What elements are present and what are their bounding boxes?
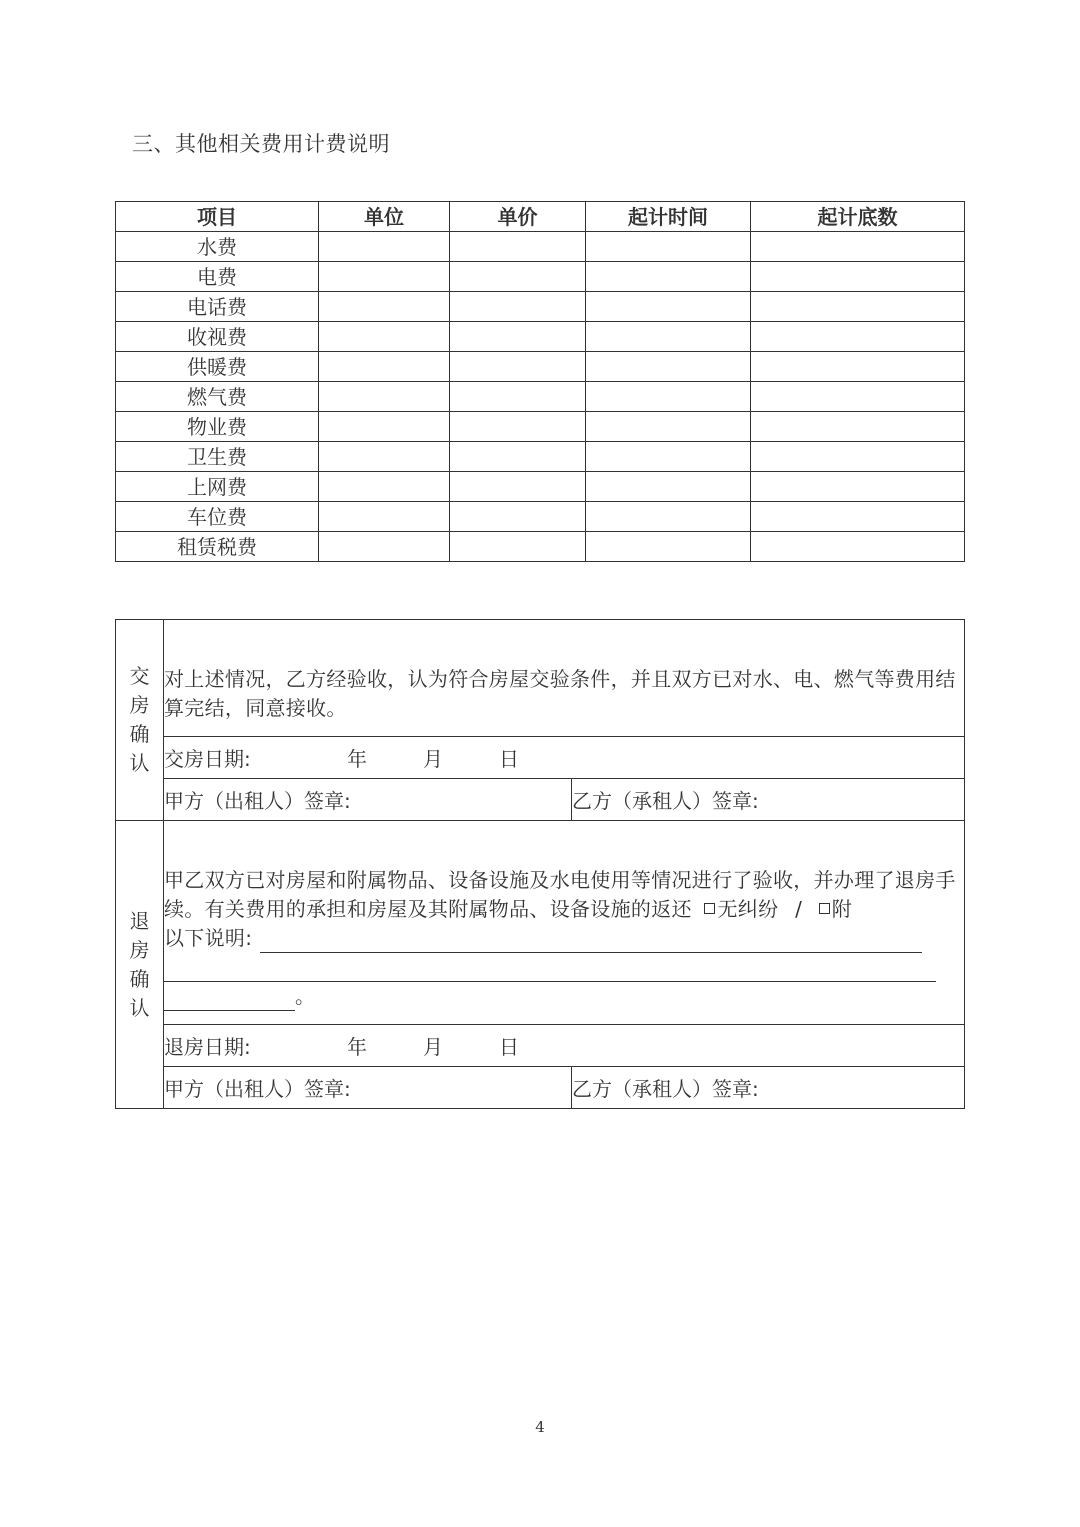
handover-paragraph-cell	[164, 620, 965, 737]
table-cell[interactable]	[751, 262, 965, 292]
table-row	[116, 502, 965, 532]
checkout-sign-row	[116, 1067, 965, 1109]
header-start-time: 起计时间	[586, 202, 751, 232]
option-no-dispute-label: 无纠纷	[717, 896, 779, 921]
fee-item-name: 物业费	[116, 412, 319, 442]
table-cell[interactable]	[319, 412, 450, 442]
checkout-date-cell[interactable]	[164, 1025, 965, 1067]
handover-date-row	[116, 737, 965, 779]
checkbox-attached-note[interactable]	[819, 903, 830, 914]
side-char: 确	[129, 722, 150, 746]
handover-paragraph-row	[116, 620, 965, 737]
note-label: 以下说明:	[164, 925, 253, 950]
side-char: 交	[129, 664, 150, 688]
table-cell[interactable]	[751, 382, 965, 412]
fee-item-name: 电费	[116, 262, 319, 292]
confirmation-table	[115, 619, 965, 1109]
fee-table	[115, 201, 965, 562]
table-cell[interactable]	[586, 262, 751, 292]
table-cell[interactable]	[586, 502, 751, 532]
year-label: 年	[347, 1035, 367, 1059]
table-cell[interactable]	[450, 352, 586, 382]
table-cell[interactable]	[450, 412, 586, 442]
checkout-party-a-sign[interactable]: 甲方（出租人）签章:	[164, 1067, 572, 1109]
fee-item-name: 电话费	[116, 292, 319, 322]
table-cell[interactable]	[586, 472, 751, 502]
table-cell[interactable]	[450, 502, 586, 532]
table-cell[interactable]	[319, 322, 450, 352]
checkout-paragraph-cell	[164, 821, 965, 1025]
handover-date-label: 交房日期:	[164, 747, 251, 771]
table-cell[interactable]	[450, 232, 586, 262]
table-cell[interactable]	[751, 532, 965, 562]
side-char: 认	[129, 751, 150, 775]
handover-sign-row	[116, 779, 965, 821]
day-label: 日	[499, 747, 519, 771]
month-label: 月	[423, 1035, 443, 1059]
table-cell[interactable]	[319, 292, 450, 322]
table-row	[116, 412, 965, 442]
side-char: 认	[129, 995, 150, 1020]
fee-item-name: 收视费	[116, 322, 319, 352]
handover-date-cell[interactable]	[164, 737, 965, 779]
table-row	[116, 382, 965, 412]
table-cell[interactable]	[450, 532, 586, 562]
table-cell[interactable]	[586, 292, 751, 322]
page-number: 4	[535, 1418, 545, 1436]
table-cell[interactable]	[751, 442, 965, 472]
year-label: 年	[347, 747, 367, 771]
handover-party-a-sign[interactable]: 甲方（出租人）签章:	[164, 779, 572, 821]
table-cell[interactable]	[450, 442, 586, 472]
table-cell[interactable]	[586, 442, 751, 472]
handover-paragraph: 对上述情况，乙方经验收，认为符合房屋交验条件，并且双方已对水、电、燃气等费用结算完结，同意接收。	[164, 666, 956, 720]
table-cell[interactable]	[586, 352, 751, 382]
table-row	[116, 292, 965, 322]
table-cell[interactable]	[450, 292, 586, 322]
table-cell[interactable]	[450, 382, 586, 412]
checkout-paragraph: 甲乙双方已对房屋和附属物品、设备设施及水电使用等情况进行了验收，并办理了退房手续。有关费用的承担和房屋及其附属物品、设备设施的返还	[164, 867, 956, 921]
header-item: 项目	[116, 202, 319, 232]
table-cell[interactable]	[751, 322, 965, 352]
note-line-1[interactable]	[260, 930, 922, 953]
fee-item-name: 卫生费	[116, 442, 319, 472]
fee-table-header-row	[116, 202, 965, 232]
table-cell[interactable]	[751, 502, 965, 532]
table-cell[interactable]	[586, 232, 751, 262]
table-cell[interactable]	[319, 262, 450, 292]
table-cell[interactable]	[319, 532, 450, 562]
table-cell[interactable]	[450, 262, 586, 292]
table-cell[interactable]	[319, 352, 450, 382]
day-label: 日	[499, 1035, 519, 1059]
table-row	[116, 472, 965, 502]
header-price: 单价	[450, 202, 586, 232]
handover-side-label	[116, 620, 164, 821]
table-cell[interactable]	[450, 472, 586, 502]
table-cell[interactable]	[586, 412, 751, 442]
fee-item-name: 上网费	[116, 472, 319, 502]
checkout-date-label: 退房日期:	[164, 1035, 251, 1059]
note-line-2[interactable]	[164, 953, 936, 982]
table-cell[interactable]	[751, 472, 965, 502]
table-row	[116, 322, 965, 352]
option-attached-label: 附	[831, 896, 853, 921]
separator: /	[795, 896, 803, 921]
table-row	[116, 532, 965, 562]
side-char: 房	[129, 937, 150, 962]
table-cell[interactable]	[319, 442, 450, 472]
table-cell[interactable]	[319, 232, 450, 262]
checkout-date-row	[116, 1025, 965, 1067]
checkout-side-label	[116, 821, 164, 1109]
table-cell[interactable]	[319, 502, 450, 532]
period: 。	[295, 983, 316, 1008]
table-cell[interactable]	[586, 382, 751, 412]
table-cell[interactable]	[751, 412, 965, 442]
table-row	[116, 442, 965, 472]
header-start-reading: 起计底数	[751, 202, 965, 232]
table-cell[interactable]	[751, 232, 965, 262]
fee-item-name: 供暖费	[116, 352, 319, 382]
checkbox-no-dispute[interactable]	[704, 903, 715, 914]
table-cell[interactable]	[319, 382, 450, 412]
table-cell[interactable]	[450, 322, 586, 352]
header-unit: 单位	[319, 202, 450, 232]
fee-item-name: 燃气费	[116, 382, 319, 412]
side-char: 确	[129, 966, 150, 991]
fee-item-name: 水费	[116, 232, 319, 262]
month-label: 月	[423, 747, 443, 771]
checkout-party-b-sign[interactable]: 乙方（承租人）签章:	[572, 1067, 965, 1109]
table-cell[interactable]	[586, 532, 751, 562]
fee-item-name: 租赁税费	[116, 532, 319, 562]
table-cell[interactable]	[586, 322, 751, 352]
table-cell[interactable]	[751, 352, 965, 382]
fee-item-name: 车位费	[116, 502, 319, 532]
section-title: 三、其他相关费用计费说明	[132, 132, 390, 156]
side-char: 退	[129, 908, 150, 933]
side-char: 房	[129, 693, 150, 717]
note-line-3[interactable]	[164, 988, 295, 1011]
checkout-paragraph-row	[116, 821, 965, 1025]
handover-party-b-sign[interactable]: 乙方（承租人）签章:	[572, 779, 965, 821]
table-row	[116, 352, 965, 382]
table-cell[interactable]	[319, 472, 450, 502]
table-row	[116, 262, 965, 292]
table-cell[interactable]	[751, 292, 965, 322]
table-row	[116, 232, 965, 262]
